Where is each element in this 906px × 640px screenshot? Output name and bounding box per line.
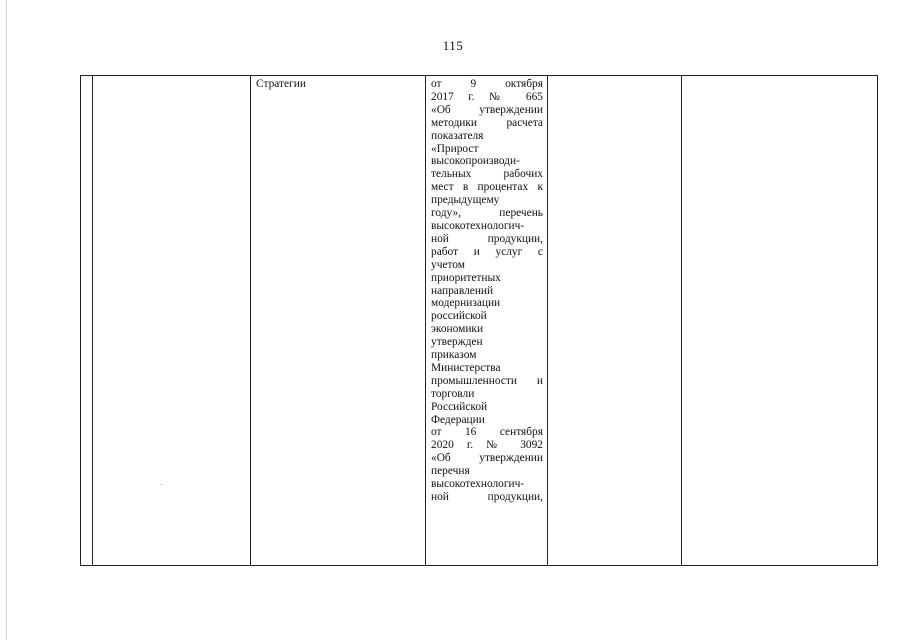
legal-basis-line: утвержден — [431, 336, 483, 349]
legal-basis-line: году», перечень — [431, 207, 543, 220]
legal-basis-line: Российской — [431, 400, 488, 413]
legal-basis-line: 2017 г. № 665 — [431, 90, 543, 103]
legal-basis-line: работ и услуг с — [431, 245, 543, 258]
legal-basis-line: методики расчета — [431, 116, 543, 129]
legal-basis-line: «Об утверждении — [431, 452, 543, 465]
strategy-text: Стратегии — [256, 78, 306, 90]
table-cell-strategy — [251, 76, 426, 566]
document-table — [80, 75, 878, 566]
legal-basis-line: высокотехнологич- — [431, 478, 525, 491]
legal-basis-line: экономики — [431, 323, 484, 336]
table-cell-empty-5 — [548, 76, 682, 566]
legal-basis-line: торговли — [431, 387, 475, 400]
legal-basis-line: Министерства — [431, 361, 501, 374]
legal-basis-text — [426, 76, 547, 504]
legal-basis-line: от 16 сентября — [431, 426, 543, 439]
table-cell-number — [81, 76, 93, 566]
legal-basis-line: приоритетных — [431, 271, 501, 284]
legal-basis-line: показателя — [431, 129, 484, 142]
table-cell-empty-6 — [682, 76, 878, 566]
legal-basis-line: Федерации — [431, 413, 485, 426]
legal-basis-line: «Прирост — [431, 142, 479, 155]
legal-basis-line: учетом — [431, 258, 465, 271]
table-cell-legal-basis — [426, 76, 548, 566]
scan-artifact — [160, 484, 163, 485]
legal-basis-line: российской — [431, 310, 487, 323]
legal-basis-line: высокотехнологич- — [431, 219, 525, 232]
legal-basis-line: перечня — [431, 465, 470, 478]
legal-basis-line: мест в процентах к — [431, 181, 543, 194]
legal-basis-line: предыдущему — [431, 194, 500, 207]
table-cell-name — [93, 76, 251, 566]
legal-basis-line: приказом — [431, 349, 477, 362]
legal-basis-line: модернизации — [431, 297, 501, 310]
legal-basis-line: тельных рабочих — [431, 168, 543, 181]
legal-basis-line: направлений — [431, 284, 494, 297]
page-left-edge — [6, 0, 7, 640]
legal-basis-line: от 9 октября — [431, 78, 543, 90]
page-number: 115 — [442, 38, 464, 53]
legal-basis-line: промышленности и — [431, 374, 543, 387]
legal-basis-line: ной продукции, — [431, 491, 543, 503]
legal-basis-line: ной продукции, — [431, 232, 543, 245]
legal-basis-line: высокопроизводи- — [431, 155, 520, 168]
legal-basis-line: «Об утверждении — [431, 103, 543, 116]
legal-basis-line: 2020 г. № 3092 — [431, 439, 543, 452]
table-row — [81, 76, 878, 566]
